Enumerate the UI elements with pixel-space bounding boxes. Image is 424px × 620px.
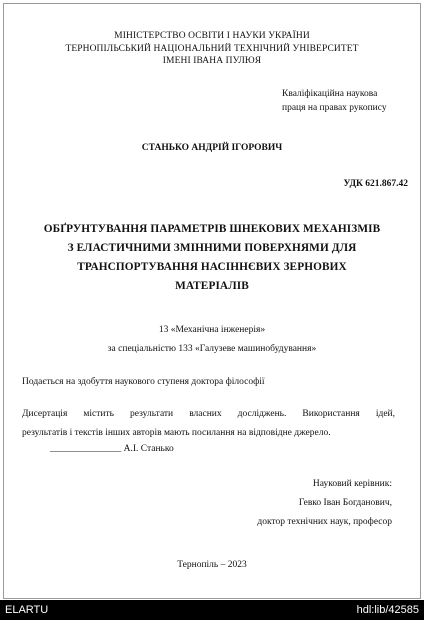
supervisor-name: Гевко Іван Богданович,	[298, 498, 392, 508]
declaration-line-1: Дисертація містить результати власних досліджень. Використання ідей,	[22, 409, 395, 419]
document-page	[3, 3, 421, 599]
handle-id: hdl:lib/42585	[356, 604, 419, 616]
title-line-3: ТРАНСПОРТУВАННЯ НАСІННЄВИХ ЗЕРНОВИХ	[77, 261, 347, 273]
supervisor-degree: доктор технічних наук, професор	[257, 517, 392, 527]
ministry-line-1: МІНІСТЕРСТВО ОСВІТИ І НАУКИ УКРАЇНИ	[114, 31, 310, 41]
submission-statement: Подається на здобуття наукового ступеня доктора філософії	[22, 377, 265, 387]
university-name-line: ІМЕНІ ІВАНА ПУЛЮЯ	[162, 56, 262, 66]
udc-code: УДК 621.867.42	[343, 179, 408, 189]
title-line-1: ОБҐРУНТУВАННЯ ПАРАМЕТРІВ ШНЕКОВИХ МЕХАНІЗМІВ	[43, 223, 381, 235]
signature-line: _______________ А.І. Станько	[50, 444, 174, 454]
specialty: за спеціальністю 133 «Галузеве машинобудування»	[107, 344, 317, 354]
university-line: ТЕРНОПІЛЬСЬКИЙ НАЦІОНАЛЬНИЙ ТЕХНІЧНИЙ УНІВЕРСИТЕТ	[65, 43, 359, 54]
title-line-4: МАТЕРІАЛІВ	[175, 280, 249, 292]
title-line-2: З ЕЛАСТИЧНИМИ ЗМІННИМИ ПОВЕРХНЯМИ ДЛЯ	[67, 242, 357, 254]
declaration-line-2: результатів і текстів інших авторів мають посилання на відповідне джерело.	[22, 428, 331, 438]
repository-name: ELARTU	[5, 604, 49, 616]
supervisor-label: Науковий керівник:	[312, 479, 392, 489]
author-name: СТАНЬКО АНДРІЙ ІГОРОВИЧ	[141, 143, 283, 153]
qualification-line-2: праця на правах рукопису	[282, 103, 387, 113]
qualification-line-1: Кваліфікаційна наукова	[282, 89, 378, 99]
field-of-knowledge: 13 «Механічна інженерія»	[158, 325, 266, 335]
repository-footer	[0, 600, 424, 620]
place-and-year: Тернопіль – 2023	[177, 560, 247, 570]
